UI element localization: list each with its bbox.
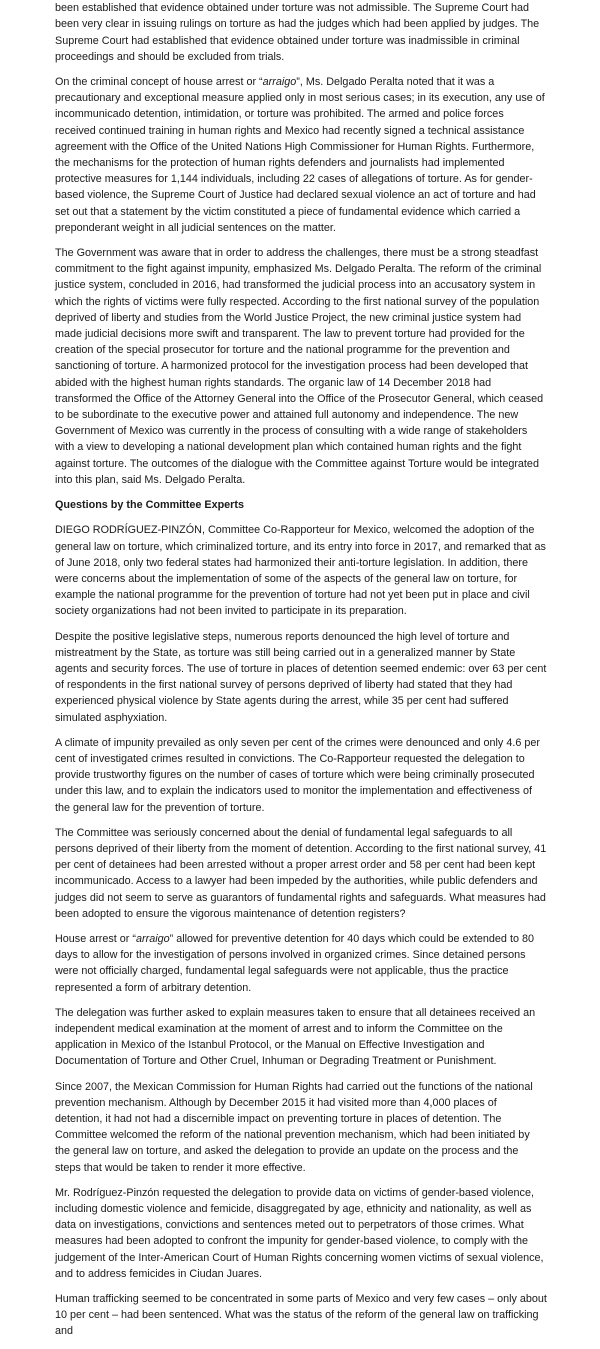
paragraph-prevention-mechanism: Since 2007, the Mexican Commission for Human Rights had carried out the functions of the national prevention mechanism. Although by December 2015 it had visited more than 4,000 places of detention, it had not had a discernible impact on preventing torture in places of detention. The Committee welcomed the reform of the national prevention mechanism, which had been initiated by the general law on torture, and asked the delegation to provide an update on the process and the steps that would be taken to render it more effective. <box>55 1080 533 1174</box>
arraigo-term-2: arraigo <box>136 932 170 945</box>
paragraph-istanbul-protocol: The delegation was further asked to explain measures taken to ensure that all detainees received an independent medical examination at the moment of arrest and to inform the Committee on the application in Mexico of the Istanbul Protocol, or the Manual on Effective Investigation and Documentation of Torture and Other Cruel, Inhuman or Degrading Treatment or Punishment. <box>55 1006 536 1068</box>
paragraph-gender-violence: Mr. Rodríguez-Pinzón requested the delegation to provide data on victims of gender-based violence, including domestic violence and femicide, disaggregated by age, ethnicity and nationality, as well as data on investigations, convictions and sentences meted out to perpetrators of those crimes. What measures had been adopted to confront the impunity for gender-based violence, to comply with the judgement of the Inter-American Court of Human Rights concerning women victims of sexual violence, and to address femicides in Ciudan Juares. <box>55 1186 544 1280</box>
paragraph-supreme-court: been established that evidence obtained under torture was not admissible. The Supreme Court had been very clear in issuing rulings on torture as had the judges which had been applied by judges. The Supreme Court had established that evidence obtained under torture was inadmissible in criminal proceedings and should be excluded from trials. <box>55 2 540 63</box>
paragraph-arraigo-lead: House arrest or “ <box>55 932 137 945</box>
paragraph-house-arrest-lead: On the criminal concept of house arrest or “ <box>55 76 263 89</box>
paragraph-house-arrest <box>55 74 547 236</box>
paragraph-legal-safeguards: The Committee was seriously concerned about the denial of fundamental legal safeguards to all persons deprived of their liberty from the moment of detention. According to the first national survey, 41 per cent of detainees had been arrested without a proper arrest order and 58 per cent had been kept incommunicado. Access to a lawyer had been impeded by the authorities, while public defenders and judges did not seem to serve as guarantors of fundamental rights and safeguards. What measures had been adopted to ensure the vigorous maintenance of detention registers? <box>55 826 547 920</box>
arraigo-term: arraigo <box>262 76 297 89</box>
paragraph-climate-of-impunity: A climate of impunity prevailed as only seven per cent of the crimes were denounced and only 4.6 per cent of investigated crimes resulted in convictions. The Co-Rapporteur requested the delegation to provide trustworthy figures on the number of cases of torture which were being criminally prosecuted under this law, and to explain the indicators used to monitor the implementation and effectiveness of the general law for the prevention of torture. <box>55 736 540 814</box>
paragraph-arraigo-body: ” allowed for preventive detention for 40 days which could be extended to 80 days to allow for the investigation of persons involved in organized crimes. Since detained persons were not officially charged, fundamental legal safeguards were not applicable, thus the practice represented a form of arbitrary detention. <box>55 932 534 994</box>
paragraph-impunity-commitment: The Government was aware that in order to address the challenges, there must be a strong steadfast commitment to the fight against impunity, emphasized Ms. Delgado Peralta. The reform of the criminal justice system, concluded in 2016, had transformed the judicial process into an accusatory system in which the rights of victims were fully respected. According to the first national survey of the population deprived of liberty and studies from the World Justice Project, the new criminal justice system had made judicial decisions more swift and transparent. The law to prevent torture had provided for the creation of the special prosecutor for torture and the national programme for the prevention and sanctioning of torture. A harmonized protocol for the investigation process had been developed that abided with the highest human rights standards. The organic law of 14 December 2018 had transformed the Office of the Attorney General into the Office of the Prosecutor General, which ceased to be subordinate to the executive power and attained full autonomy and independence. The new Government of Mexico was currently in the process of consulting with a wide range of stakeholders with a view to developing a national development plan which contained human rights and the fight against torture. The outcomes of the dialogue with the Committee against Torture would be integrated into this plan, said Ms. Delgado Peralta. <box>55 247 544 486</box>
paragraph-human-trafficking: Human trafficking seemed to be concentrated in some parts of Mexico and very few cases – only about 10 per cent – had been sentenced. What was the status of the reform of the general law on trafficking and <box>55 1293 547 1338</box>
paragraph-house-arrest-body: ”, Ms. Delgado Peralta noted that it was a precautionary and exceptional measure applied only in most serious cases; in its execution, any use of incommunicado detention, intimidation, or torture was prohibited. The armed and police forces received continued training in human rights and Mexico had recently signed a technical assistance agreement with the Office of the United Nations High Commissioner for Human Rights. Furthermore, the mechanisms for the protection of human rights defenders and journalists had implemented protective measures for 1,144 individuals, including 22 cases of allegations of torture. As for gender-based violence, the Supreme Court of Justice had declared sexual violence an act of torture and had set out that a statement by the victim constituted a piece of fundamental evidence which carried a preponderant weight in all judicial sentences on the matter. <box>55 76 545 234</box>
section-heading: Questions by the Committee Experts <box>55 499 244 512</box>
paragraph-arraigo-detention <box>55 931 547 996</box>
paragraph-torture-reports: Despite the positive legislative steps, numerous reports denounced the high level of torture and mistreatment by the State, as torture was still being carried out in a generalized manner by State agents and security forces. The use of torture in places of detention seemed endemic: over 63 per cent of respondents in the first national survey of persons deprived of liberty had stated that they had experienced physical violence by State agents during the arrest, while 35 per cent had suffered simulated asphyxiation. <box>55 630 547 724</box>
paragraph-co-rapporteur-intro: DIEGO RODRÍGUEZ-PINZÓN, Committee Co-Rapporteur for Mexico, welcomed the adoption of the general law on torture, which criminalized torture, and its entry into force in 2017, and remarked that as of June 2018, only two federal states had harmonized their anti-torture legislation. In addition, there were concerns about the implementation of some of the aspects of the general law on torture, for example the national programme for the prevention of torture had not yet been put in place and civil society organizations had not been invited to participate in its preparation. <box>55 524 546 618</box>
document-page <box>55 0 547 1349</box>
